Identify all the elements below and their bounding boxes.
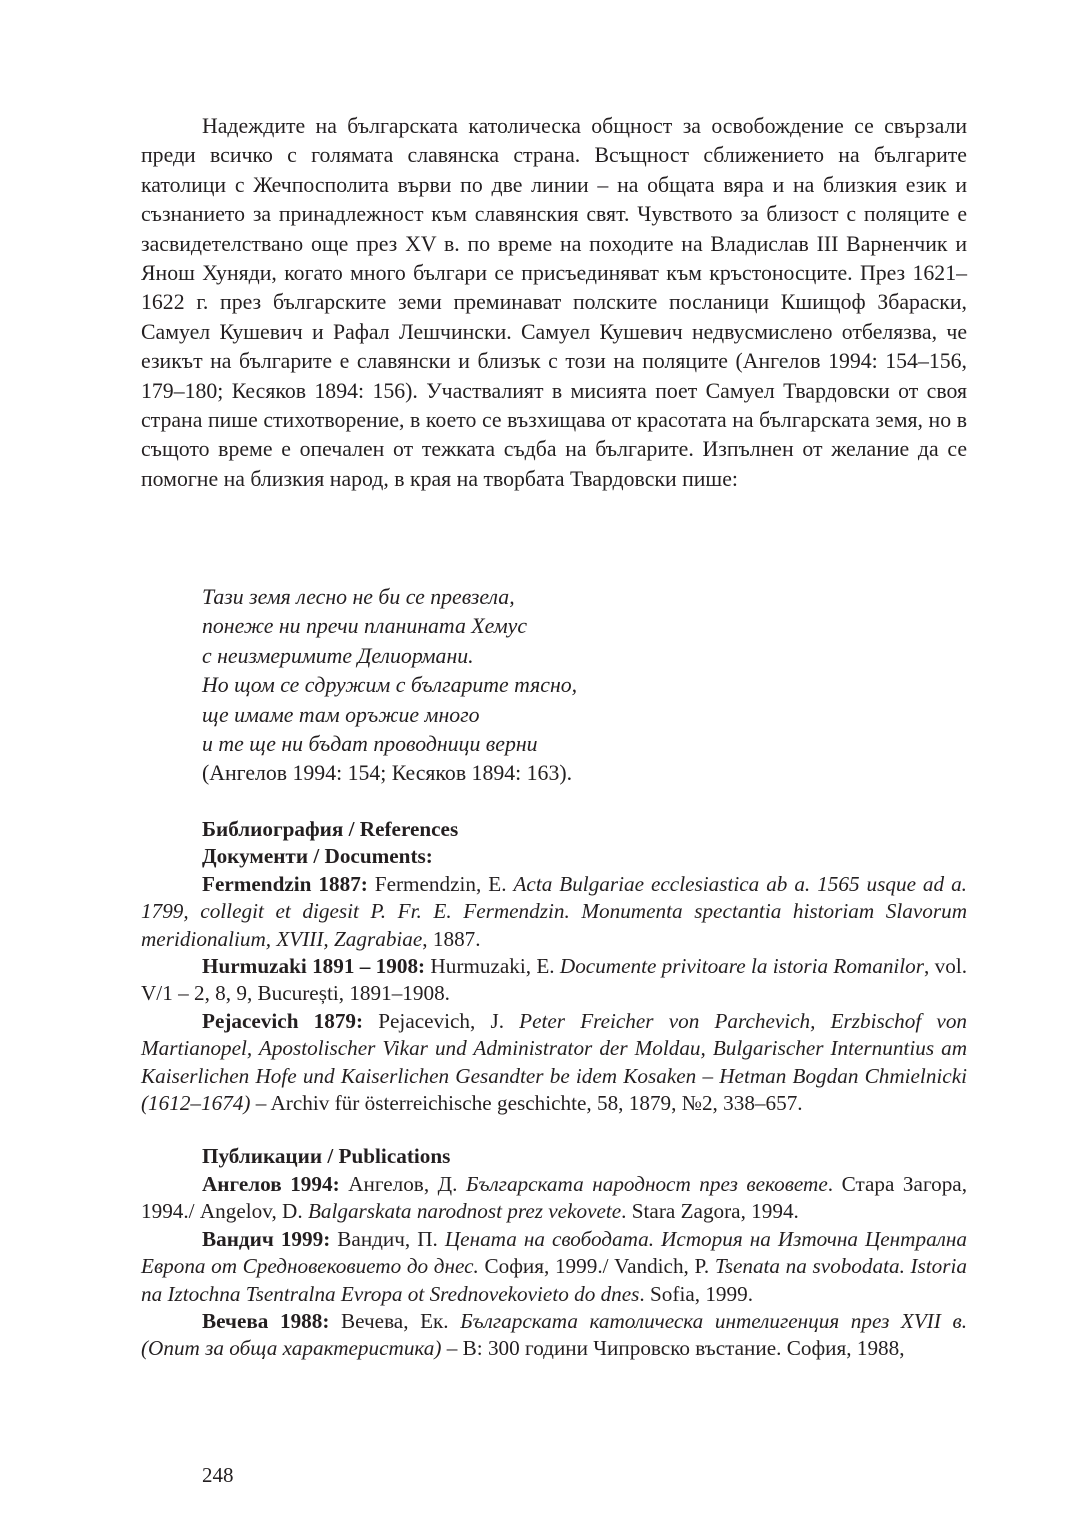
entry-details: . Стара Загора, 1994./ Angelov, D. <box>141 1171 967 1224</box>
entry-key: Вандич 1999: <box>202 1226 331 1251</box>
documents-heading: Документи / Documents: <box>202 844 433 869</box>
entry-details: , 1887. <box>422 926 481 951</box>
page-number: 248 <box>202 1463 234 1487</box>
poem-line: Тази земя лесно не би се превзела, <box>202 585 515 609</box>
entry-author: Fermendzin, E. <box>367 871 514 896</box>
entry-details: – В: 300 години Чипровско въстание. София, 1988, <box>441 1336 905 1361</box>
entry-title-translit: Tsenata na svobodata. Istoria na Iztochna Tsentralna Evropa ot Srednovekovieto do dnes <box>141 1254 967 1306</box>
body-paragraph: Надеждите на българската католическа общност за освобождение се свързали преди всичко с голямата славянска страна. Всъщност сближението на българите католици с Жечпосполита върви по две линии – на общата вяра и на близкия език и съзнанието за принадлежност към славянския свят. Чувството за близост с поляците е засвидетелствано още през XV в. по време на походите на Владислав III Варненчик и Янош Хуняди, когато много българи се присъединяват към кръстоносците. През 1621–1622 г. през българските земи преминават полските посланици Кшищоф Збараски, Самуел Кушевич и Рафал Лешчински. Самуел Кушевич недвусмислено отбелязва, че езикът на българите е славянски и близък с този на поляците (Ангелов 1994: 154–156, 179–180; Кесяков 1894: 156). Участвалият в мисията поет Самуел Твардовски от своя страна пише стихотворение, в което се възхищава от красотата на българската земя, но в същото време е опечален от тежката съдба на българите. Изпълнен от желание да се помогне на близкия народ, в края на творбата Твардовски пише: <box>141 114 967 491</box>
bibliography-title: Библиография / References <box>202 817 459 841</box>
poem-citation: (Ангелов 1994: 154; Кесяков 1894: 163). <box>202 761 573 786</box>
entry-title: Българската католическа интелигенция през XVII в. (Опит за обща характеристика) <box>141 1308 967 1361</box>
entry-author: Hurmuzaki, E. <box>425 954 560 979</box>
entry-title: Acta Bulgariae ecclesiastica ab a. 1565 usque ad a. 1799, collegit et digesit P. Fr. E. Fermendzin. Monumenta spectantia historiam Slavorum meridionalium, XVIII, Zagrabiae <box>141 871 967 951</box>
bibliography-entry <box>141 871 967 953</box>
entry-author: Ангелов, Д. <box>339 1171 466 1196</box>
poem-quote <box>202 583 577 789</box>
entry-title: Peter Freicher von Parchevich, Erzbischof von Martianopel, Apostolischer Vikar und Administrator der Moldau, Bulgarischer Internuntius am Kaiserlichen Hofe und Kaiserlichen Gesandter be idem Kosaken – Hetman Bogdan Chmielnicki (1612–1674) <box>141 1008 968 1116</box>
main-text <box>141 112 967 494</box>
bibliography-entry <box>141 1008 967 1118</box>
poem-line: ще имаме там оръжие много <box>202 702 480 727</box>
entry-key: Hurmuzaki 1891 – 1908: <box>202 954 426 979</box>
entry-details: . Sofia, 1999. <box>639 1281 754 1306</box>
section-spacer <box>141 1117 967 1143</box>
entry-key: Fermendzin 1887: <box>202 871 368 896</box>
poem-line: понеже ни пречи планината Хемус <box>202 614 527 639</box>
poem-line: Но щом се сдружим с българите тясно, <box>202 673 578 698</box>
publications-heading: Публикации / Publications <box>202 1144 451 1169</box>
poem-line: и те ще ни бъдат проводници верни <box>202 732 538 757</box>
entry-title: Цената на свободата. История на Източна Централна Европа от Средновековието до днес. <box>141 1226 968 1279</box>
entry-author: Pejacevich, J. <box>363 1008 520 1033</box>
entry-key: Pejacevich 1879: <box>202 1008 364 1033</box>
bibliography-entry <box>141 1226 967 1308</box>
bibliography <box>141 816 967 1363</box>
entry-author: Вандич, П. <box>330 1226 445 1251</box>
entry-title: Documente privitoare la istoria Romanilor <box>559 954 925 979</box>
entry-key: Вечева 1988: <box>202 1308 330 1333</box>
entry-title: Българската народност през вековете <box>465 1171 828 1196</box>
entry-details: София, 1999./ Vandich, P. <box>478 1254 715 1279</box>
entry-details: – Archiv für österreichische geschichte, 58, 1879, №2, 338–657. <box>250 1091 803 1116</box>
bibliography-entry <box>141 953 967 1008</box>
entry-details: , vol. V/1 – 2, 8, 9, București, 1891–1908. <box>141 954 968 1006</box>
entry-author: Вечева, Ек. <box>329 1308 461 1333</box>
entry-title-translit: Balgarskata narodnost prez vekovete <box>307 1199 622 1224</box>
entry-details: . Stara Zagora, 1994. <box>621 1199 799 1224</box>
entry-key: Ангелов 1994: <box>202 1171 340 1196</box>
poem-line: с неизмеримите Делиормани. <box>202 643 474 668</box>
bibliography-entry <box>141 1171 967 1226</box>
bibliography-entry <box>141 1308 967 1363</box>
